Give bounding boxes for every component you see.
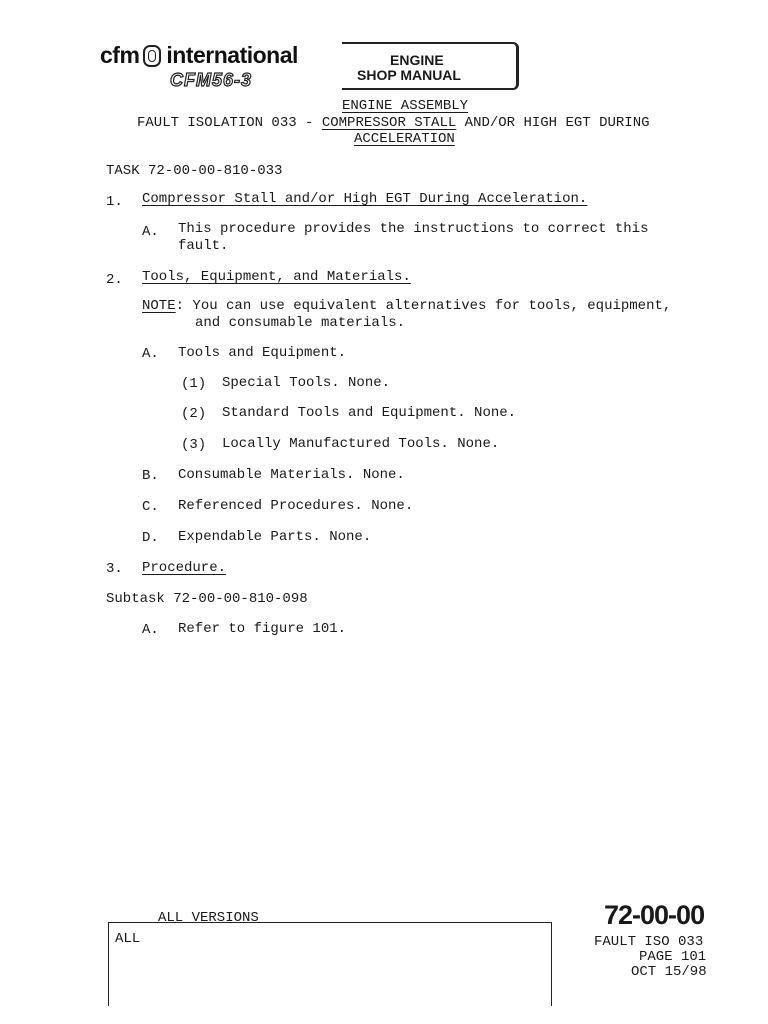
- tools-item-2-text: Standard Tools and Equipment. None.: [222, 405, 517, 421]
- doc-title-line2: [137, 115, 650, 131]
- doc-title-line1: ENGINE ASSEMBLY: [342, 98, 469, 114]
- doc-title-line3: ACCELERATION: [354, 131, 455, 147]
- logo-brand-name: international: [166, 42, 298, 68]
- tools-item-3-num: (3): [181, 437, 207, 453]
- section-3-heading: Procedure.: [142, 560, 227, 576]
- tools-item-3-text: Locally Manufactured Tools. None.: [222, 436, 500, 452]
- chapter-number: 72-00-00: [604, 900, 705, 930]
- s2-a-label: A.: [142, 346, 159, 362]
- s1-a-label: A.: [142, 224, 159, 240]
- s2-d-text: Expendable Parts. None.: [178, 529, 372, 545]
- footer-versions: ALL VERSIONS: [158, 910, 259, 926]
- title-suffix: AND/OR HIGH EGT DURING: [456, 115, 650, 131]
- task-number: TASK 72-00-00-810-033: [106, 163, 283, 179]
- s2-a-text: Tools and Equipment.: [178, 345, 347, 361]
- footer-effectivity: ALL: [115, 931, 141, 947]
- section-1-number: 1.: [106, 194, 123, 210]
- footer-date: OCT 15/98: [631, 964, 707, 980]
- footer-fault-iso: FAULT ISO 033: [594, 934, 704, 950]
- s2-c-label: C.: [142, 499, 159, 515]
- s2-b-text: Consumable Materials. None.: [178, 467, 405, 483]
- footer-page: PAGE 101: [639, 949, 707, 965]
- section-3-number: 3.: [106, 561, 123, 577]
- effectivity-box: [108, 922, 552, 1006]
- logo-brand: cfm: [100, 42, 140, 68]
- s1-a-text-line2: fault.: [178, 238, 229, 254]
- s2-d-label: D.: [142, 530, 159, 546]
- s2-c-text: Referenced Procedures. None.: [178, 498, 414, 514]
- manual-title-line1: ENGINE: [390, 52, 444, 68]
- subtask-number: Subtask 72-00-00-810-098: [106, 591, 308, 607]
- s2-b-label: B.: [142, 468, 159, 484]
- section-2-heading: Tools, Equipment, and Materials.: [142, 269, 411, 285]
- section-2-number: 2.: [106, 272, 123, 288]
- cfm-international-logo: [100, 42, 298, 69]
- tools-item-2-num: (2): [181, 406, 207, 422]
- s3-a-label: A.: [142, 622, 159, 638]
- engine-model-logo: CFM56-3: [170, 70, 253, 90]
- note-line2: and consumable materials.: [195, 315, 406, 331]
- title-underlined: COMPRESSOR STALL: [321, 115, 457, 131]
- note-line1: [142, 298, 671, 314]
- manual-title-line2: SHOP MANUAL: [357, 67, 461, 83]
- tools-item-1-text: Special Tools. None.: [222, 375, 391, 391]
- title-prefix: FAULT ISOLATION 033 -: [137, 115, 322, 131]
- s1-a-text-line1: This procedure provides the instructions to correct this: [178, 221, 649, 237]
- note-text: : You can use equivalent alternatives for tools, equipment,: [175, 298, 672, 314]
- tools-item-1-num: (1): [181, 376, 207, 392]
- s3-a-text: Refer to figure 101.: [178, 621, 347, 637]
- section-1-heading: Compressor Stall and/or High EGT During Acceleration.: [142, 191, 588, 207]
- note-label: NOTE: [142, 298, 176, 314]
- cfm-ring-icon: [143, 45, 161, 67]
